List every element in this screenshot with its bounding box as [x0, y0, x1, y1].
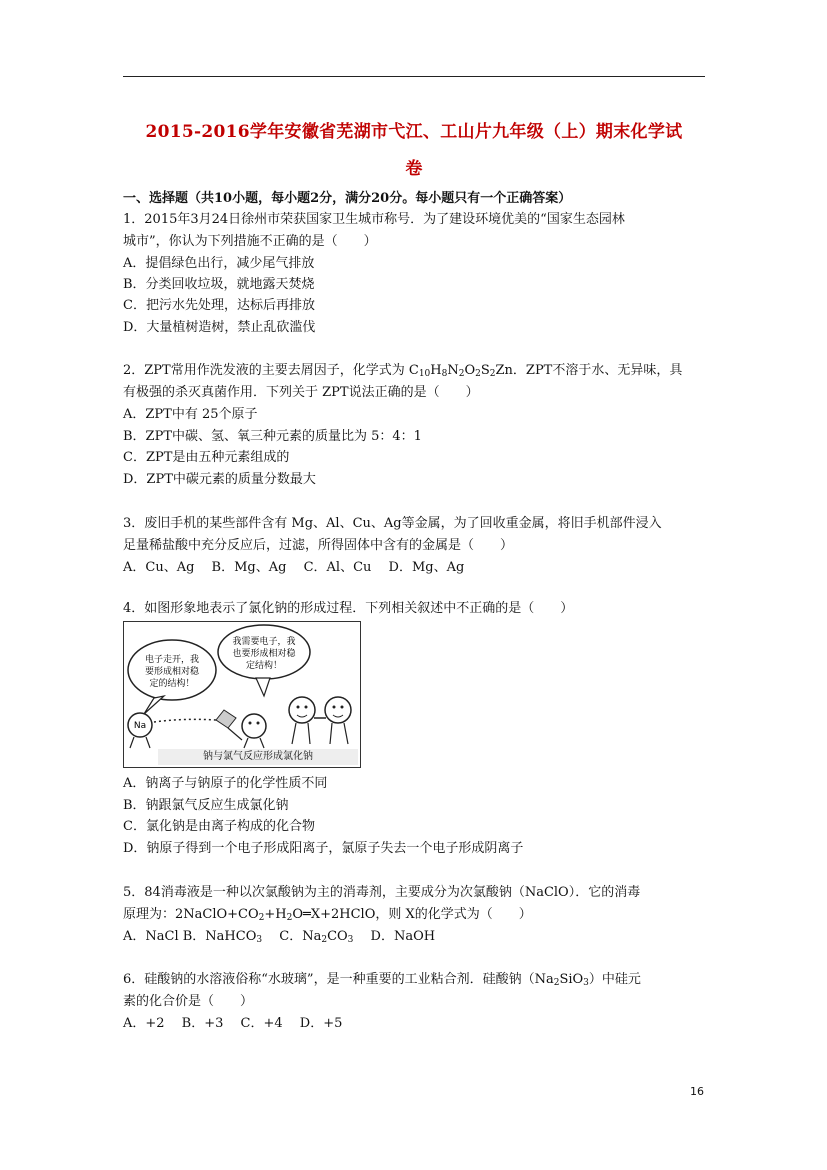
- sodium-chloride-formation-figure: [123, 621, 361, 768]
- q6-options: A．+2 B．+3 C．+4 D．+5: [123, 1016, 343, 1031]
- q6-stem-line-1: 6．硅酸钠的水溶液俗称“水玻璃”，是一种重要的工业粘合剂．硅酸钠$(Na_2SiO_3)$中硅元: [123, 972, 641, 988]
- q1-option-b: B．分类回收垃圾，就地露天焚烧: [123, 277, 315, 292]
- left-bubble-line-1: 电子走开，我: [144, 655, 200, 665]
- na-label: Na: [133, 721, 147, 731]
- q1-option-d: D．大量植树造树，禁止乱砍滥伐: [123, 320, 316, 335]
- q2-stem-line-1: 2．ZPT常用作洗发液的主要去屑因子，化学式为 $C_{10}H_8N_2O_2S_2Zn$．ZPT不溶于水、无异味，具: [123, 363, 683, 379]
- section-heading: 一、选择题（共10小题，每小题2分，满分20分。每小题只有一个正确答案）: [123, 191, 572, 206]
- q3-options: A．Cu、Ag B．Mg、Ag C．Al、Cu D．Mg、Ag: [123, 560, 465, 575]
- exam-title-line-2: 卷: [405, 159, 423, 179]
- left-bubble-line-2: 要形成相对稳: [144, 667, 200, 677]
- q4-option-a: A．钠离子与钠原子的化学性质不同: [123, 776, 328, 791]
- q2-option-d: D．ZPT中碳元素的质量分数最大: [123, 472, 316, 487]
- header-rule: [123, 76, 705, 77]
- figure-caption: 钠与氯气反应形成氯化钠: [158, 749, 358, 765]
- right-bubble-line-3: 定结构！: [245, 661, 283, 671]
- q4-option-c: C．氯化钠是由离子构成的化合物: [123, 819, 315, 834]
- sodium-ion-character: [289, 697, 315, 723]
- exam-title-line-1: 2015-2016学年安徽省芜湖市弋江、工山片九年级（上）期末化学试: [145, 122, 683, 142]
- electron-path: [154, 719, 216, 722]
- q2-option-b: B．ZPT中碳、氢、氧三种元素的质量比为 5：4：1: [123, 429, 422, 444]
- q1-option-c: C．把污水先处理，达标后再排放: [123, 298, 315, 313]
- left-bubble-line-3: 定的结构！: [149, 679, 195, 689]
- q2-option-a: A．ZPT中有 25个原子: [123, 407, 258, 422]
- cartoon-illustration: [124, 622, 360, 767]
- q1-stem-line-2: 城市”，你认为下列措施不正确的是（ ）: [123, 234, 377, 249]
- q1-stem-line-1: 1．2015年3月24日徐州市荣获国家卫生城市称号．为了建设环境优美的“国家生态园林: [123, 212, 625, 227]
- q5-stem-line-1: 5．84消毒液是一种以次氯酸钠为主的消毒剂，主要成分为次氯酸钠（NaClO）．它的消毒: [123, 885, 641, 900]
- q4-stem-line-1: 4．如图形象地表示了氯化钠的形成过程．下列相关叙述中不正确的是（ ）: [123, 601, 574, 616]
- q3-stem-line-2: 足量稀盐酸中充分反应后，过滤，所得固体中含有的金属是（ ）: [123, 538, 514, 553]
- q6-stem-line-2: 素的化合价是（ ）: [123, 994, 254, 1009]
- q5-stem-line-2: 原理为：$2NaClO+CO_2+H_2O═X+2HClO$，则 X的化学式为（ ）: [123, 907, 532, 923]
- q3-stem-line-1: 3．废旧手机的某些部件含有 Mg、Al、Cu、Ag等金属，为了回收重金属，将旧手机部件浸入: [123, 516, 662, 531]
- q2-option-c: C．ZPT是由五种元素组成的: [123, 450, 290, 465]
- q5-options: A．NaCl B．NaHCO$_3$ C．$Na_2CO_3$ D．NaOH: [123, 929, 436, 945]
- q4-option-d: D．钠原子得到一个电子形成阳离子，氯原子失去一个电子形成阴离子: [123, 841, 524, 856]
- chloride-ion-character: [325, 697, 351, 723]
- right-bubble-line-2: 也要形成相对稳: [232, 649, 296, 659]
- page-number: 16: [690, 1085, 704, 1098]
- right-bubble-line-1: 我需要电子，我: [232, 637, 296, 647]
- chlorine-atom-character: [242, 714, 266, 738]
- q1-option-a: A．提倡绿色出行，减少尾气排放: [123, 256, 315, 271]
- q2-stem-line-2: 有极强的杀灭真菌作用．下列关于 ZPT说法正确的是（ ）: [123, 385, 479, 400]
- q4-option-b: B．钠跟氯气反应生成氯化钠: [123, 798, 289, 813]
